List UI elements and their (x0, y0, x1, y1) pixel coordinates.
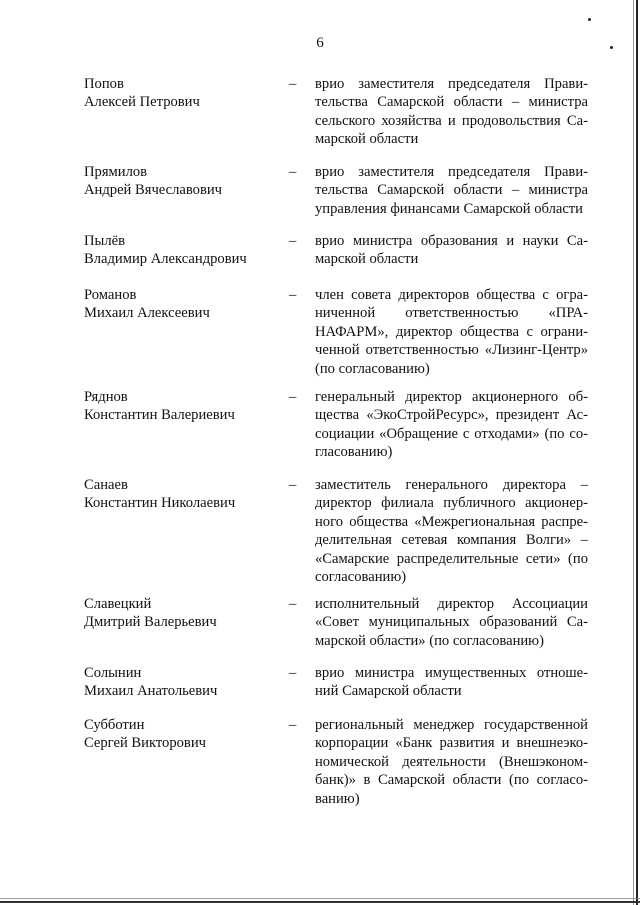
member-surname: Попов (84, 76, 124, 92)
member-given-names: Михаил Анатольевич (84, 683, 218, 700)
position-line: врио министра образования и науки Са- (315, 233, 588, 249)
position-line: директор филиала публичного акционер- (315, 495, 588, 512)
position-line: делительная сетевая компания Волги» – (315, 532, 588, 549)
member-position (315, 595, 588, 650)
scan-edge-bottom (0, 901, 640, 903)
position-line: сельского хозяйства и продовольствия Са- (315, 112, 588, 129)
entry-dash: – (289, 287, 297, 303)
position-line: ний Самарской области (315, 683, 462, 700)
position-line: согласованию) (315, 569, 407, 586)
member-surname: Солынин (84, 665, 142, 681)
member-position (315, 388, 588, 462)
position-line: исполнительный директор Ассоциации (315, 596, 588, 612)
position-line: генеральный директор акционерного об- (315, 389, 588, 405)
member-name (84, 388, 284, 425)
entry-dash: – (289, 164, 297, 180)
member-name (84, 664, 284, 701)
member-given-names: Алексей Петрович (84, 94, 200, 111)
position-line: ванию) (315, 790, 360, 807)
member-name (84, 476, 284, 513)
position-line: ниченной ответственностью «ПРА- (315, 305, 588, 322)
member-given-names: Андрей Вячеславович (84, 182, 222, 199)
position-line: тельства Самарской области – министра (315, 182, 588, 199)
member-name (84, 75, 284, 112)
position-line: ченной ответственностью «Лизинг-Центр» (315, 342, 588, 359)
entry-dash: – (289, 665, 297, 681)
position-line: врио заместителя председателя Прави- (315, 164, 588, 180)
member-given-names: Михаил Алексеевич (84, 305, 210, 322)
entry-dash: – (289, 596, 297, 612)
position-line: член совета директоров общества с огра- (315, 287, 588, 303)
position-line: «Самарские распределительные сети» (по (315, 550, 588, 567)
scan-edge-bottom-inner (0, 898, 640, 899)
member-given-names: Владимир Александрович (84, 251, 247, 268)
position-line: региональный менеджер государственной (315, 717, 588, 733)
position-line: социации «Обращение с отходами» (по со- (315, 425, 588, 442)
position-line: заместитель генерального директора – (315, 477, 588, 493)
position-line: управления финансами Самарской области (315, 200, 583, 217)
member-given-names: Константин Валериевич (84, 407, 235, 424)
member-name (84, 286, 284, 323)
member-surname: Пылёв (84, 233, 125, 249)
member-surname: Субботин (84, 717, 145, 733)
entry-dash: – (289, 76, 297, 92)
position-line: щества «ЭкоСтройРесурс», президент Ас- (315, 407, 588, 424)
member-name (84, 232, 284, 269)
position-line: гласованию) (315, 444, 393, 461)
position-line: (по согласованию) (315, 360, 430, 377)
entry-dash: – (289, 389, 297, 405)
member-position (315, 664, 588, 701)
position-line: «Совет муниципальных образований Са- (315, 614, 588, 631)
position-line: номической деятельности (Внешэконом- (315, 753, 588, 770)
entry-dash: – (289, 477, 297, 493)
position-line: врио министра имущественных отноше- (315, 665, 588, 681)
member-surname: Ряднов (84, 389, 128, 405)
member-name (84, 163, 284, 200)
member-surname: Прямилов (84, 164, 148, 180)
entry-dash: – (289, 233, 297, 249)
position-line: марской области (315, 251, 419, 268)
page-number: 6 (316, 35, 324, 51)
member-surname: Славецкий (84, 596, 152, 612)
scan-edge-right-inner (633, 0, 634, 905)
scan-speck (588, 18, 591, 21)
member-name (84, 716, 284, 753)
position-line: врио заместителя председателя Прави- (315, 76, 588, 92)
position-line: ного общества «Межрегиональная распре- (315, 513, 588, 530)
member-given-names: Сергей Викторович (84, 735, 206, 752)
position-line: марской области (315, 131, 419, 148)
member-name (84, 595, 284, 632)
member-position (315, 163, 588, 218)
member-position (315, 75, 588, 149)
member-position (315, 716, 588, 808)
scan-edge-right (636, 0, 638, 905)
position-line: банк)» в Самарской области (по согласо- (315, 772, 588, 789)
position-line: марской области» (по согласованию) (315, 632, 544, 649)
position-line: НАФАРМ», директор общества с ограни- (315, 323, 588, 340)
position-line: корпорации «Банк развития и внешнеэко- (315, 735, 588, 752)
member-position (315, 286, 588, 378)
member-given-names: Дмитрий Валерьевич (84, 614, 217, 631)
entry-dash: – (289, 717, 297, 733)
member-surname: Санаев (84, 477, 128, 493)
position-line: тельства Самарской области – министра (315, 94, 588, 111)
member-position (315, 232, 588, 269)
member-position (315, 476, 588, 586)
member-surname: Романов (84, 287, 137, 303)
member-given-names: Константин Николаевич (84, 495, 236, 512)
